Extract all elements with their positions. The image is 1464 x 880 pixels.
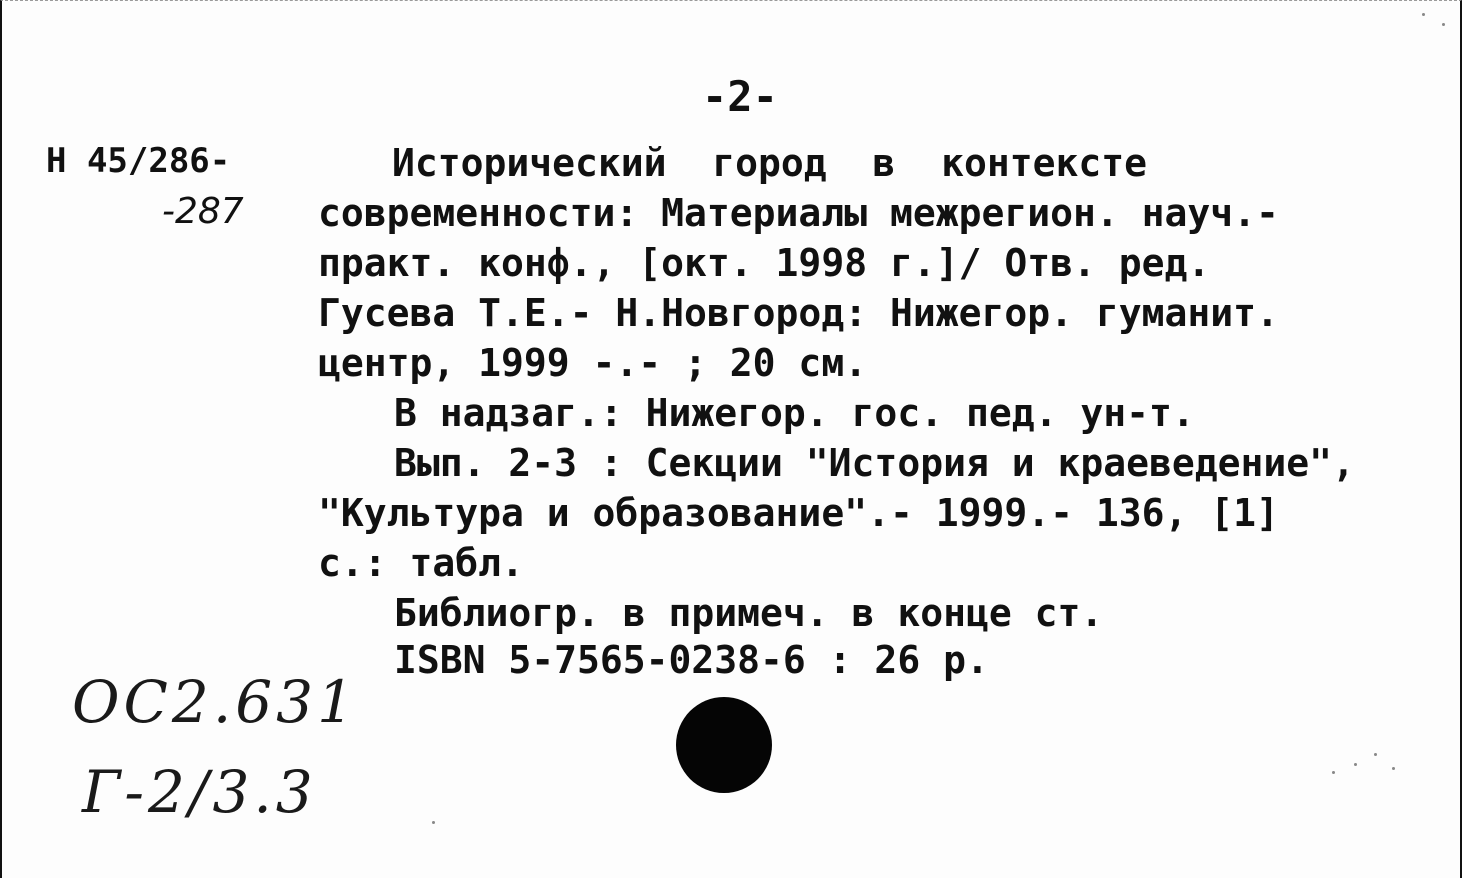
description-line: Вып. 2-3 : Секции "История и краеведение", bbox=[394, 441, 1355, 485]
description-line: "Культура и образование".- 1999.- 136, [1] bbox=[318, 491, 1279, 535]
page-number: -2- bbox=[702, 72, 778, 121]
description-line: В надзаг.: Нижегор. гос. пед. ун-т. bbox=[394, 391, 1195, 435]
scan-speck bbox=[1354, 763, 1357, 766]
description-line: Исторический город в контексте bbox=[392, 141, 1147, 185]
punch-hole bbox=[676, 697, 772, 793]
description-line: Гусева Т.Е.- Н.Новгород: Нижегор. гуманит. bbox=[318, 291, 1279, 335]
scan-speck bbox=[1392, 767, 1395, 770]
description-line: практ. конф., [окт. 1998 г.]/ Отв. ред. bbox=[318, 241, 1211, 285]
scan-speck bbox=[1442, 23, 1445, 26]
scan-speck bbox=[1422, 13, 1425, 16]
handwritten-copy-note: Г-2/3.3 bbox=[82, 758, 317, 826]
shelfmark-line-1: Н 45/286- bbox=[46, 141, 231, 181]
handwritten-classification: ОС2.631 bbox=[72, 668, 358, 736]
scan-speck bbox=[432, 821, 435, 824]
description-line: с.: табл. bbox=[318, 541, 524, 585]
isbn-line: ISBN 5-7565-0238-6 : 26 р. bbox=[394, 638, 989, 682]
description-line: современности: Материалы межрегион. науч.- bbox=[318, 191, 1279, 235]
scan-speck bbox=[1332, 771, 1335, 774]
description-line: центр, 1999 -.- ; 20 см. bbox=[318, 341, 868, 385]
description-line: Библиогр. в примеч. в конце ст. bbox=[394, 591, 1104, 635]
scan-speck bbox=[1374, 753, 1377, 756]
shelfmark-line-2: -287 bbox=[162, 191, 244, 232]
